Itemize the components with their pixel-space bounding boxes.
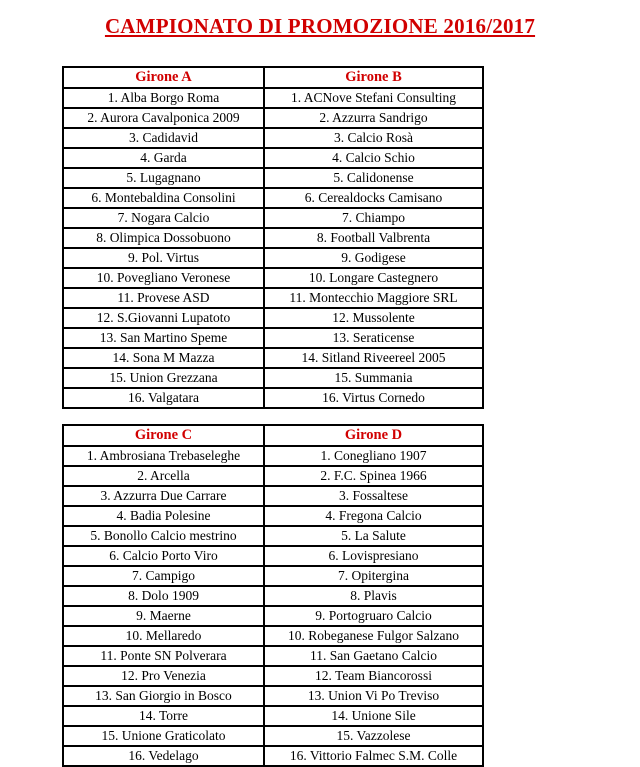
team-cell: 13. Union Vi Po Treviso (264, 686, 483, 706)
gironi-cd-rows (63, 446, 483, 766)
team-cell: 1. Conegliano 1907 (264, 446, 483, 466)
team-cell: 8. Football Valbrenta (264, 228, 483, 248)
team-row (63, 666, 483, 686)
team-cell: 12. Team Biancorossi (264, 666, 483, 686)
team-cell: 7. Chiampo (264, 208, 483, 228)
team-cell: 2. Aurora Cavalponica 2009 (63, 108, 264, 128)
gironi-table-block-ab (62, 66, 484, 409)
team-cell: 2. F.C. Spinea 1966 (264, 466, 483, 486)
team-cell: 15. Vazzolese (264, 726, 483, 746)
team-row (63, 446, 483, 466)
team-cell: 8. Olimpica Dossobuono (63, 228, 264, 248)
team-cell: 1. ACNove Stefani Consulting (264, 88, 483, 108)
team-cell: 4. Garda (63, 148, 264, 168)
team-cell: 15. Unione Graticolato (63, 726, 264, 746)
team-row (63, 506, 483, 526)
page-title: CAMPIONATO DI PROMOZIONE 2016/2017 (104, 14, 536, 38)
team-row (63, 646, 483, 666)
team-row (63, 108, 483, 128)
team-cell: 8. Dolo 1909 (63, 586, 264, 606)
team-row (63, 208, 483, 228)
team-cell: 12. Pro Venezia (63, 666, 264, 686)
group-header-girone-d: Girone D (264, 425, 483, 446)
team-cell: 9. Godigese (264, 248, 483, 268)
team-cell: 11. San Gaetano Calcio (264, 646, 483, 666)
team-cell: 13. Seraticense (264, 328, 483, 348)
team-cell: 7. Nogara Calcio (63, 208, 264, 228)
team-row (63, 248, 483, 268)
team-cell: 5. Bonollo Calcio mestrino (63, 526, 264, 546)
team-cell: 7. Campigo (63, 566, 264, 586)
team-row (63, 268, 483, 288)
team-cell: 1. Ambrosiana Trebaseleghe (63, 446, 264, 466)
gironi-table-ab (62, 66, 484, 409)
team-cell: 5. Lugagnano (63, 168, 264, 188)
team-row (63, 486, 483, 506)
team-cell: 6. Montebaldina Consolini (63, 188, 264, 208)
team-row (63, 368, 483, 388)
team-cell: 11. Montecchio Maggiore SRL (264, 288, 483, 308)
group-header-row (63, 425, 483, 446)
team-row (63, 188, 483, 208)
team-cell: 16. Virtus Cornedo (264, 388, 483, 408)
team-cell: 3. Azzurra Due Carrare (63, 486, 264, 506)
team-row (63, 128, 483, 148)
team-cell: 6. Lovispresiano (264, 546, 483, 566)
team-cell: 2. Azzurra Sandrigo (264, 108, 483, 128)
team-cell: 2. Arcella (63, 466, 264, 486)
team-cell: 3. Calcio Rosà (264, 128, 483, 148)
team-cell: 15. Summania (264, 368, 483, 388)
team-cell: 6. Cerealdocks Camisano (264, 188, 483, 208)
team-cell: 12. S.Giovanni Lupatoto (63, 308, 264, 328)
team-cell: 1. Alba Borgo Roma (63, 88, 264, 108)
team-cell: 11. Ponte SN Polverara (63, 646, 264, 666)
team-cell: 10. Mellaredo (63, 626, 264, 646)
team-cell: 4. Fregona Calcio (264, 506, 483, 526)
team-cell: 10. Robeganese Fulgor Salzano (264, 626, 483, 646)
team-row (63, 566, 483, 586)
team-cell: 12. Mussolente (264, 308, 483, 328)
group-header-row (63, 67, 483, 88)
team-cell: 14. Torre (63, 706, 264, 726)
team-row (63, 466, 483, 486)
team-cell: 4. Badia Polesine (63, 506, 264, 526)
team-cell: 16. Vedelago (63, 746, 264, 766)
group-header-girone-a: Girone A (63, 67, 264, 88)
team-row (63, 526, 483, 546)
team-cell: 9. Pol. Virtus (63, 248, 264, 268)
team-cell: 3. Fossaltese (264, 486, 483, 506)
team-row (63, 706, 483, 726)
team-row (63, 228, 483, 248)
team-row (63, 686, 483, 706)
team-cell: 15. Union Grezzana (63, 368, 264, 388)
team-cell: 6. Calcio Porto Viro (63, 546, 264, 566)
team-row (63, 328, 483, 348)
team-row (63, 606, 483, 626)
team-row (63, 586, 483, 606)
gironi-table-cd (62, 424, 484, 767)
team-cell: 14. Sona M Mazza (63, 348, 264, 368)
team-cell: 16. Vittorio Falmec S.M. Colle (264, 746, 483, 766)
team-cell: 5. Calidonense (264, 168, 483, 188)
team-row (63, 288, 483, 308)
team-row (63, 746, 483, 766)
team-cell: 9. Maerne (63, 606, 264, 626)
team-row (63, 626, 483, 646)
team-cell: 16. Valgatara (63, 388, 264, 408)
group-header-girone-c: Girone C (63, 425, 264, 446)
team-cell: 13. San Giorgio in Bosco (63, 686, 264, 706)
team-row (63, 726, 483, 746)
team-cell: 14. Unione Sile (264, 706, 483, 726)
team-row (63, 148, 483, 168)
team-cell: 13. San Martino Speme (63, 328, 264, 348)
group-header-girone-b: Girone B (264, 67, 483, 88)
team-cell: 9. Portogruaro Calcio (264, 606, 483, 626)
team-cell: 10. Longare Castegnero (264, 268, 483, 288)
team-cell: 3. Cadidavid (63, 128, 264, 148)
team-cell: 5. La Salute (264, 526, 483, 546)
team-row (63, 168, 483, 188)
team-cell: 11. Provese ASD (63, 288, 264, 308)
gironi-table-block-cd (62, 424, 484, 767)
gironi-ab-rows (63, 88, 483, 408)
team-cell: 14. Sitland Riveereel 2005 (264, 348, 483, 368)
team-cell: 10. Povegliano Veronese (63, 268, 264, 288)
team-cell: 8. Plavis (264, 586, 483, 606)
team-row (63, 348, 483, 368)
team-row (63, 388, 483, 408)
team-cell: 7. Opitergina (264, 566, 483, 586)
team-row (63, 546, 483, 566)
team-cell: 4. Calcio Schio (264, 148, 483, 168)
team-row (63, 308, 483, 328)
team-row (63, 88, 483, 108)
